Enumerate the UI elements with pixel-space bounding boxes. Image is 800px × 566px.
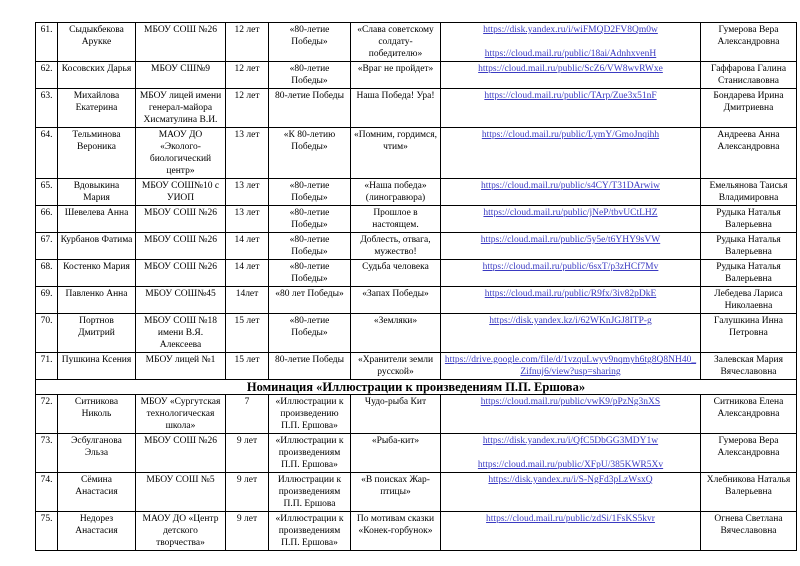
teacher-cell: Рудыка Наталья Валерьевна	[701, 206, 797, 233]
participant-name-cell: Шевелева Анна	[58, 206, 136, 233]
school-cell: МБОУ СОШ№10 с УИОП	[136, 179, 226, 206]
age-cell: 14 лет	[226, 260, 269, 287]
participant-name-cell: Тельминова Вероника	[58, 128, 136, 179]
teacher-cell: Лебедева Лариса Николаевна	[701, 287, 797, 314]
work-link[interactable]: https://drive.google.com/file/d/1vzquLwyv9nqmyh6tg8Q8NH40_Zifnuj6/view?usp=sharing	[444, 355, 697, 377]
participants-table	[35, 22, 797, 551]
table-row	[36, 395, 797, 434]
nomination-cell: «80-летие Победы»	[269, 314, 351, 353]
age-cell: 9 лет	[226, 473, 269, 512]
link-cell	[441, 314, 701, 353]
school-cell: МБОУ «Сургутская технологическая школа»	[136, 395, 226, 434]
work-link[interactable]: https://disk.yandex.ru/i/S-NgFd3pLzWsxQ	[488, 475, 653, 485]
school-cell: МБОУ СОШ №26	[136, 260, 226, 287]
work-link[interactable]: https://cloud.mail.ru/public/TArp/Zue3x51nF	[484, 91, 657, 101]
row-number-cell: 66.	[36, 206, 58, 233]
section-header-title: Номинация «Иллюстрации к произведениям П.П. Ершова»	[36, 380, 797, 395]
row-number-cell: 67.	[36, 233, 58, 260]
row-number-cell: 72.	[36, 395, 58, 434]
nomination-cell: «Иллюстрации к произведениям П.П. Ершова»	[269, 434, 351, 473]
row-number-cell: 69.	[36, 287, 58, 314]
teacher-cell: Огнева Светлана Вячеславовна	[701, 512, 797, 551]
table-row	[36, 62, 797, 89]
age-cell: 14лет	[226, 287, 269, 314]
work-title-cell: Наша Победа! Ура!	[351, 89, 441, 128]
participant-name-cell: Эсбулганова Эльза	[58, 434, 136, 473]
teacher-cell: Рудыка Наталья Валерьевна	[701, 233, 797, 260]
participant-name-cell: Сёмина Анастасия	[58, 473, 136, 512]
link-cell	[441, 473, 701, 512]
work-title-cell: Чудо-рыба Кит	[351, 395, 441, 434]
section-header-row	[36, 380, 797, 395]
row-number-cell: 63.	[36, 89, 58, 128]
age-cell: 15 лет	[226, 314, 269, 353]
nomination-cell: «Иллюстрации к произведениям П.П. Ершова»	[269, 512, 351, 551]
age-cell: 9 лет	[226, 434, 269, 473]
participant-name-cell: Сыдыкбекова Арукке	[58, 23, 136, 62]
link-spacer	[443, 36, 698, 48]
participant-name-cell: Портнов Дмитрий	[58, 314, 136, 353]
nomination-cell: «К 80-летию Победы»	[269, 128, 351, 179]
age-cell: 14 лет	[226, 233, 269, 260]
age-cell: 12 лет	[226, 23, 269, 62]
participant-name-cell: Ситникова Николь	[58, 395, 136, 434]
school-cell: МБОУ СОШ №26	[136, 206, 226, 233]
nomination-cell: 80-летие Победы	[269, 353, 351, 380]
teacher-cell: Бондарева Ирина Дмитриевна	[701, 89, 797, 128]
nomination-cell: «80-летие Победы»	[269, 260, 351, 287]
results-table-body	[36, 23, 797, 551]
table-row	[36, 260, 797, 287]
school-cell: МБОУ лицей №1	[136, 353, 226, 380]
work-title-cell: Судьба человека	[351, 260, 441, 287]
participant-name-cell: Костенко Мария	[58, 260, 136, 287]
age-cell: 15 лет	[226, 353, 269, 380]
link-cell	[441, 23, 701, 62]
nomination-cell: «80 лет Победы»	[269, 287, 351, 314]
work-link[interactable]: https://disk.yandex.ru/i/wiFMQD2FV8Qm0w	[483, 25, 658, 35]
work-link[interactable]: https://cloud.mail.ru/public/LymY/GmoJnqihh	[481, 130, 660, 140]
row-number-cell: 74.	[36, 473, 58, 512]
teacher-cell: Рудыка Наталья Валерьевна	[701, 260, 797, 287]
nomination-cell: «80-летие Победы»	[269, 206, 351, 233]
row-number-cell: 68.	[36, 260, 58, 287]
table-row	[36, 473, 797, 512]
row-number-cell: 75.	[36, 512, 58, 551]
nomination-cell: «80-летие Победы»	[269, 233, 351, 260]
age-cell: 12 лет	[226, 62, 269, 89]
participant-name-cell: Косовских Дарья	[58, 62, 136, 89]
link-cell	[441, 287, 701, 314]
age-cell: 12 лет	[226, 89, 269, 128]
teacher-cell: Андреева Анна Александровна	[701, 128, 797, 179]
table-row	[36, 434, 797, 473]
school-cell: МБОУ СОШ№45	[136, 287, 226, 314]
work-title-cell: Прошлое в настоящем.	[351, 206, 441, 233]
work-link[interactable]: https://disk.yandex.ru/i/QfC5DbGG3MDY1w	[482, 436, 659, 446]
link-cell	[441, 206, 701, 233]
teacher-cell: Емельянова Таисья Владимировна	[701, 179, 797, 206]
teacher-cell: Гумерова Вера Александровна	[701, 434, 797, 473]
teacher-cell: Ситникова Елена Александровна	[701, 395, 797, 434]
work-link[interactable]: https://cloud.mail.ru/public/R9fx/3iv82pDkE	[484, 289, 657, 299]
row-number-cell: 62.	[36, 62, 58, 89]
work-link[interactable]: https://cloud.mail.ru/public/5y5e/t6YHY9sVW	[480, 235, 661, 245]
nomination-cell: «80-летие Победы»	[269, 23, 351, 62]
work-title-cell: «Враг не пройдет»	[351, 62, 441, 89]
work-link[interactable]: https://cloud.mail.ru/public/s4CY/T31DArwiw	[481, 181, 660, 191]
work-link[interactable]: https://cloud.mail.ru/public/zdSi/1FsKS5kvr	[486, 514, 655, 524]
table-row	[36, 233, 797, 260]
table-row	[36, 512, 797, 551]
table-row	[36, 128, 797, 179]
work-title-cell: Доблесть, отвага, мужество!	[351, 233, 441, 260]
nomination-cell: «Иллюстрации к произведению П.П. Ершова»	[269, 395, 351, 434]
work-link[interactable]: https://cloud.mail.ru/public/18ai/AdnhxvenH	[484, 49, 657, 59]
teacher-cell: Галушкина Инна Петровна	[701, 314, 797, 353]
nomination-cell: «80-летие Победы»	[269, 62, 351, 89]
teacher-cell: Залевская Мария Вячеславовна	[701, 353, 797, 380]
participant-name-cell: Курбанов Фатима	[58, 233, 136, 260]
age-cell: 13 лет	[226, 128, 269, 179]
table-row	[36, 89, 797, 128]
row-number-cell: 64.	[36, 128, 58, 179]
link-cell	[441, 128, 701, 179]
participant-name-cell: Вдовыкина Мария	[58, 179, 136, 206]
school-cell: МБОУ СОШ №5	[136, 473, 226, 512]
work-title-cell: «Земляки»	[351, 314, 441, 353]
work-title-cell: «В поисках Жар-птицы»	[351, 473, 441, 512]
link-cell	[441, 434, 701, 473]
nomination-cell: Иллюстрации к произведениям П.П. Ершова	[269, 473, 351, 512]
row-number-cell: 70.	[36, 314, 58, 353]
link-spacer	[443, 447, 698, 459]
school-cell: МБОУ СШ№9	[136, 62, 226, 89]
work-title-cell: «Рыба-кит»	[351, 434, 441, 473]
school-cell: МБОУ СОШ №26	[136, 233, 226, 260]
link-cell	[441, 233, 701, 260]
participant-name-cell: Недорез Анастасия	[58, 512, 136, 551]
school-cell: МАОУ ДО «Центр детского творчества»	[136, 512, 226, 551]
link-cell	[441, 89, 701, 128]
school-cell: МБОУ СОШ №26	[136, 23, 226, 62]
link-cell	[441, 395, 701, 434]
work-link[interactable]: https://cloud.mail.ru/public/ScZ6/VW8wvRWxe	[478, 64, 663, 74]
link-cell	[441, 179, 701, 206]
link-cell	[441, 512, 701, 551]
teacher-cell: Гаффарова Галина Станиславовна	[701, 62, 797, 89]
participant-name-cell: Пушкина Ксения	[58, 353, 136, 380]
work-link[interactable]: https://cloud.mail.ru/public/jNeP/tbvUCtLHZ	[483, 208, 658, 218]
teacher-cell: Хлебникова Наталья Валерьевна	[701, 473, 797, 512]
age-cell: 9 лет	[226, 512, 269, 551]
school-cell: МБОУ СОШ №26	[136, 434, 226, 473]
table-row	[36, 287, 797, 314]
link-cell	[441, 62, 701, 89]
work-link[interactable]: https://disk.yandex.kz/i/62WKnJGJ8ITP-g	[489, 316, 652, 326]
work-link[interactable]: https://cloud.mail.ru/public/6sxT/p3zHCf7Mv	[482, 262, 659, 272]
link-cell	[441, 353, 701, 380]
table-row	[36, 314, 797, 353]
work-link[interactable]: https://cloud.mail.ru/public/XFpU/385KWR5Xv	[477, 460, 664, 470]
link-cell	[441, 260, 701, 287]
school-cell: МБОУ СОШ №18 имени В.Я. Алексеева	[136, 314, 226, 353]
school-cell: МБОУ лицей имени генерал-майора Хисматулина В.И.	[136, 89, 226, 128]
table-row	[36, 353, 797, 380]
nomination-cell: 80-летие Победы	[269, 89, 351, 128]
teacher-cell: Гумерова Вера Александровна	[701, 23, 797, 62]
nomination-cell: «80-летие Победы»	[269, 179, 351, 206]
participant-name-cell: Михайлова Екатерина	[58, 89, 136, 128]
work-link[interactable]: https://cloud.mail.ru/public/vwK9/pPzNg3nXS	[480, 397, 661, 407]
row-number-cell: 71.	[36, 353, 58, 380]
work-title-cell: «Помним, гордимся, чтим»	[351, 128, 441, 179]
participant-name-cell: Павленко Анна	[58, 287, 136, 314]
work-title-cell: По мотивам сказки «Конек-горбунок»	[351, 512, 441, 551]
row-number-cell: 61.	[36, 23, 58, 62]
row-number-cell: 65.	[36, 179, 58, 206]
work-title-cell: «Хранители земли русской»	[351, 353, 441, 380]
table-row	[36, 179, 797, 206]
table-row	[36, 206, 797, 233]
school-cell: МАОУ ДО «Эколого-биологический центр»	[136, 128, 226, 179]
work-title-cell: «Наша победа» (линогравюра)	[351, 179, 441, 206]
age-cell: 13 лет	[226, 179, 269, 206]
age-cell: 7	[226, 395, 269, 434]
age-cell: 13 лет	[226, 206, 269, 233]
work-title-cell: «Запах Победы»	[351, 287, 441, 314]
work-title-cell: «Слава советскому солдату-победителю»	[351, 23, 441, 62]
row-number-cell: 73.	[36, 434, 58, 473]
table-row	[36, 23, 797, 62]
